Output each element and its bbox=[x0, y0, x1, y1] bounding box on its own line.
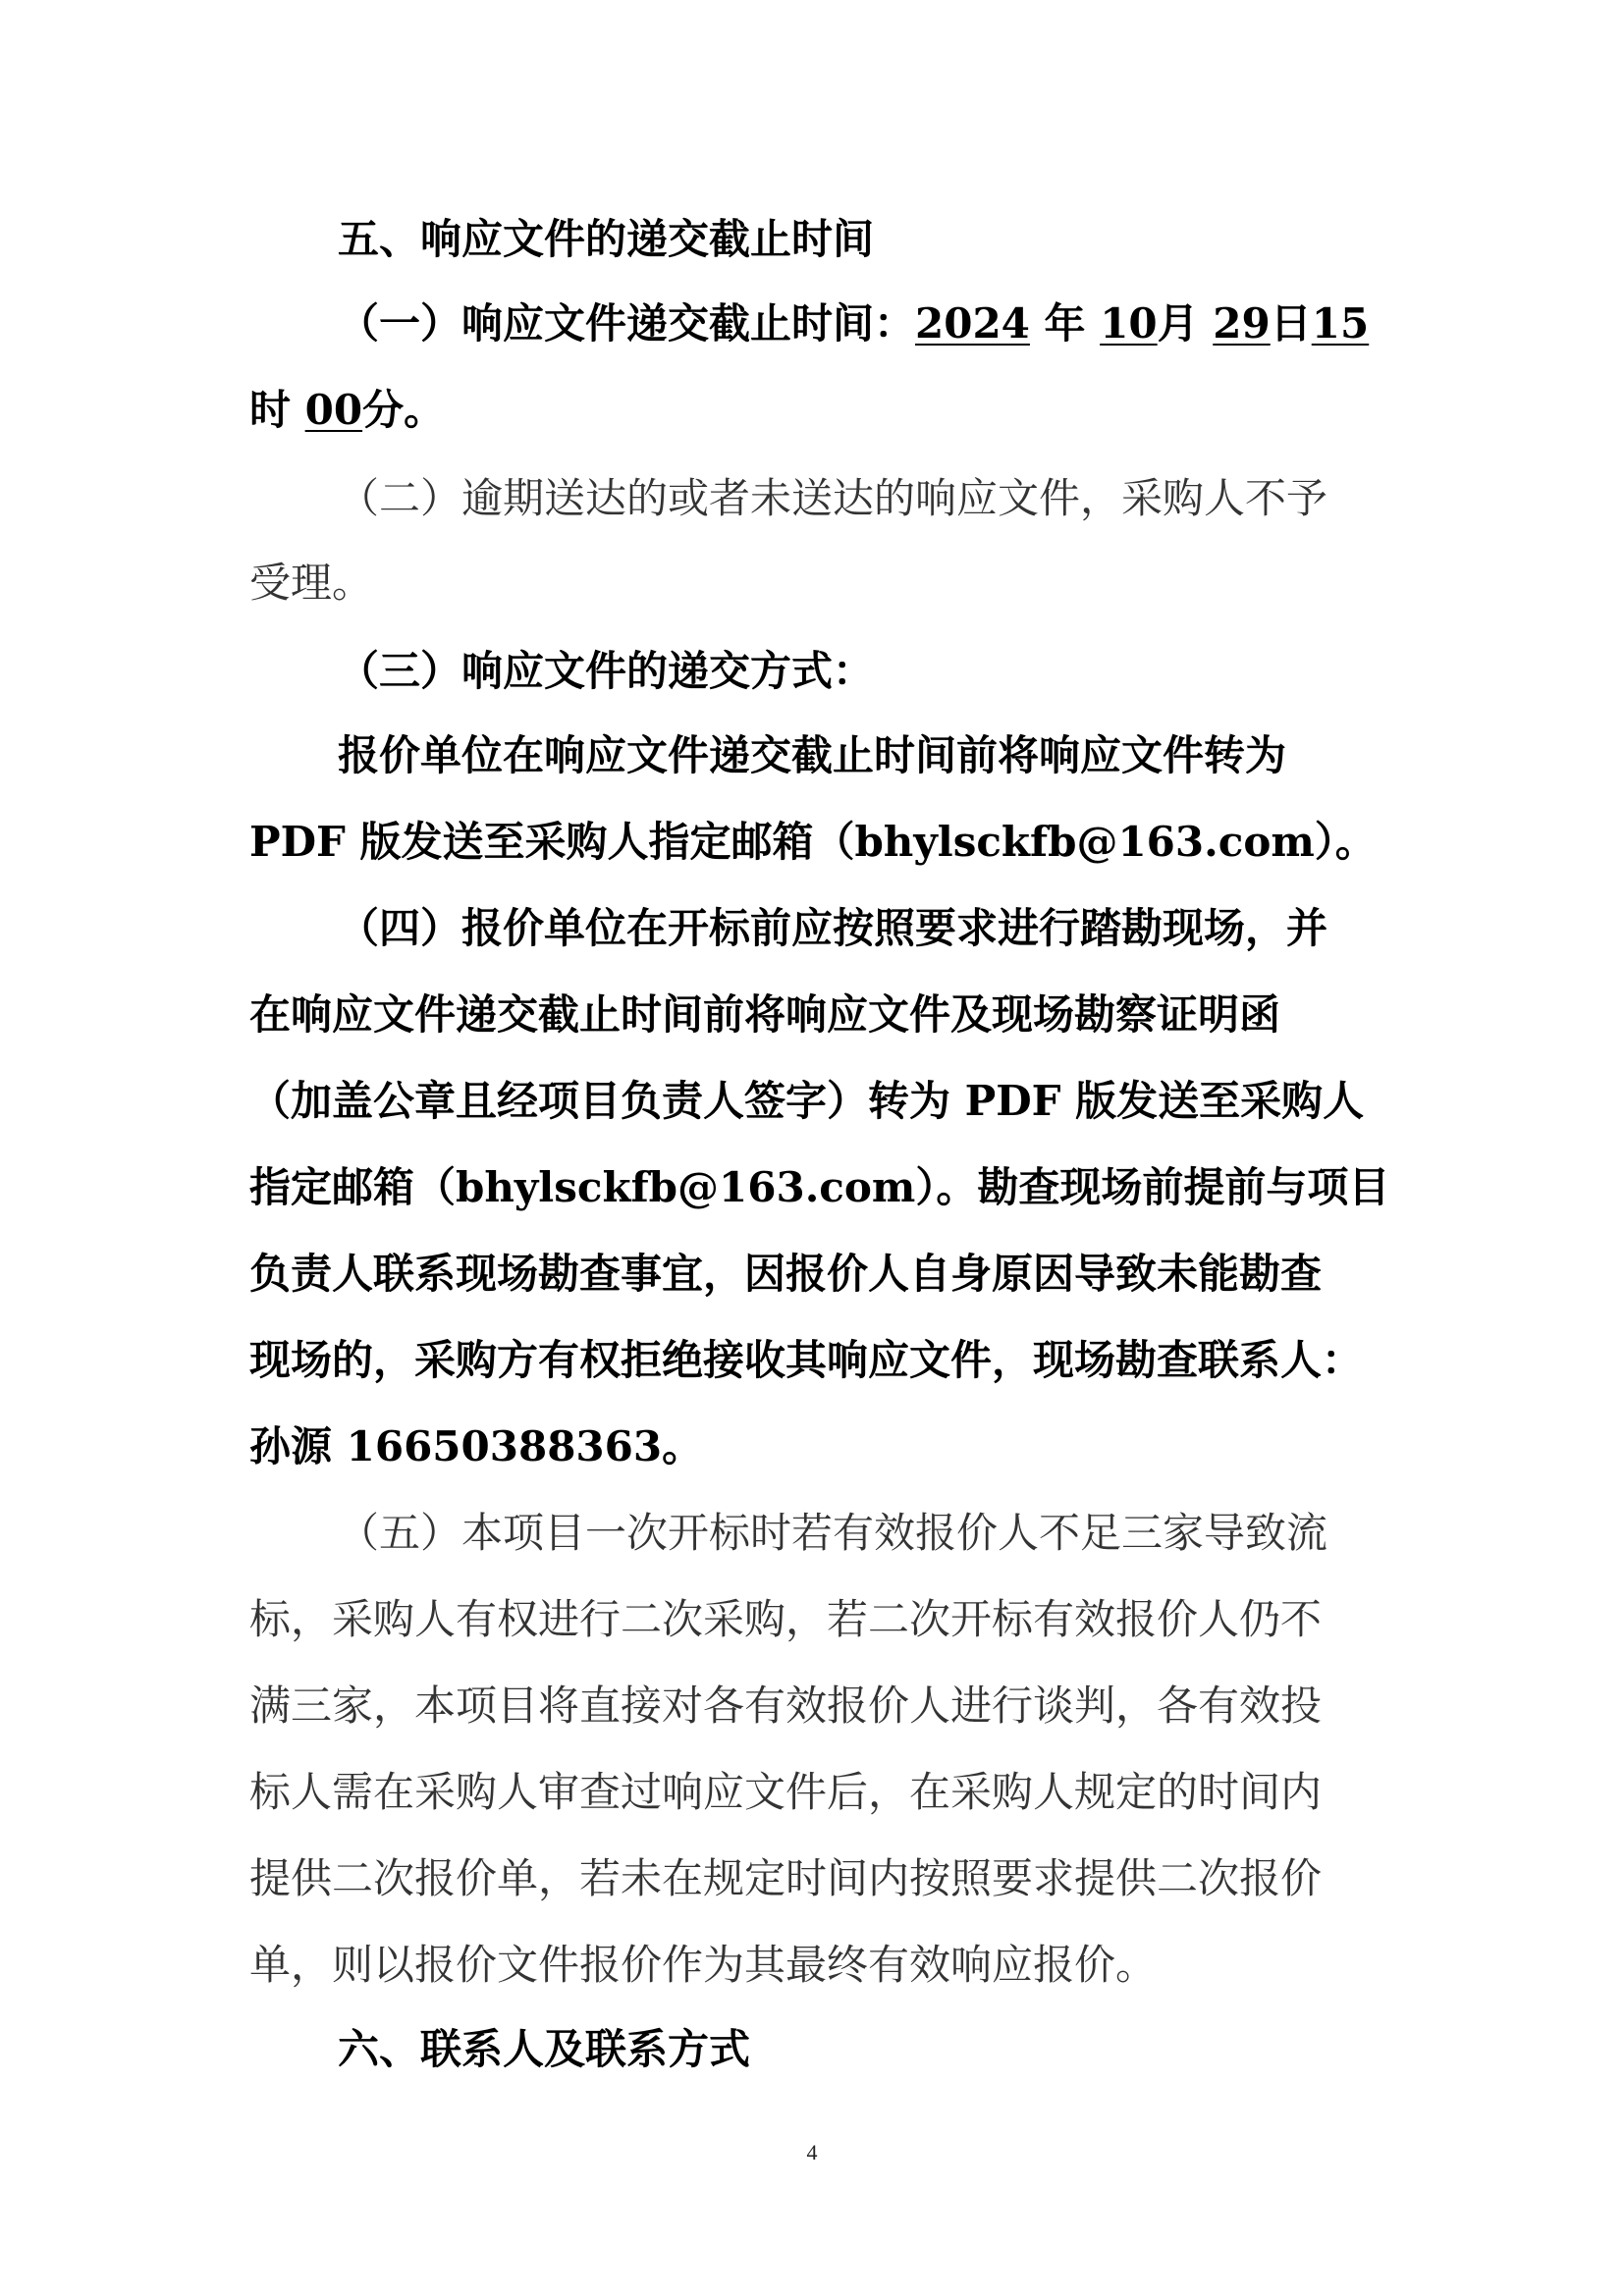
item-4-line-4: 指定邮箱（bhylsckfb@163.com）。勘查现场前提前与项目 bbox=[249, 1163, 1390, 1211]
deadline-day: 29 bbox=[1213, 299, 1271, 347]
item-4-line-7: 孙源 16650388363。 bbox=[249, 1422, 704, 1470]
item-4-line-6: 现场的，采购方有权拒绝接收其响应文件，现场勘查联系人： bbox=[249, 1336, 1364, 1384]
year-unit: 年 bbox=[1044, 299, 1086, 347]
day-unit: 日 bbox=[1270, 299, 1312, 347]
item-5-line-5: 提供二次报价单，若未在规定时间内按照要求提供二次报价 bbox=[249, 1854, 1323, 1902]
item-3-heading: （三）响应文件的递交方式： bbox=[338, 647, 875, 695]
item-3-line-1: 报价单位在响应文件递交截止时间前将响应文件转为 bbox=[338, 731, 1287, 779]
hour-unit: 时 bbox=[249, 386, 292, 434]
item-4-line-5: 负责人联系现场勘查事宜，因报价人自身原因导致未能勘查 bbox=[249, 1250, 1323, 1298]
minute-unit: 分。 bbox=[362, 386, 446, 434]
page-number: 4 bbox=[806, 2140, 818, 2164]
item-2-line-2: 受理。 bbox=[249, 559, 374, 607]
section-5-heading: 五、响应文件的递交截止时间 bbox=[338, 215, 875, 263]
deadline-hour: 15 bbox=[1311, 299, 1370, 347]
item-5-line-2: 标，采购人有权进行二次采购，若二次开标有效报价人仍不 bbox=[249, 1595, 1323, 1643]
item-4-line-3: （加盖公章且经项目负责人签字）转为 PDF 版发送至采购人 bbox=[249, 1077, 1365, 1125]
deadline-month: 10 bbox=[1100, 299, 1158, 347]
item-4-line-2: 在响应文件递交截止时间前将响应文件及现场勘察证明函 bbox=[249, 990, 1281, 1039]
item-3-line-2: PDF 版发送至采购人指定邮箱（bhylsckfb@163.com）。 bbox=[249, 818, 1377, 866]
month-unit: 月 bbox=[1157, 299, 1199, 347]
deadline-minute: 00 bbox=[304, 386, 363, 434]
deadline-year: 2024 bbox=[915, 299, 1030, 347]
item-1-prefix: （一）响应文件递交截止时间： bbox=[338, 299, 916, 347]
section-6-heading: 六、联系人及联系方式 bbox=[338, 2025, 751, 2073]
item-1-deadline-line bbox=[0, 294, 1624, 353]
item-5-line-6: 单，则以报价文件报价作为其最终有效响应报价。 bbox=[249, 1941, 1158, 1989]
item-5-line-1: （五）本项目一次开标时若有效报价人不足三家导致流 bbox=[338, 1509, 1328, 1557]
item-5-line-3: 满三家，本项目将直接对各有效报价人进行谈判，各有效投 bbox=[249, 1682, 1323, 1730]
item-2-line-1: （二）逾期送达的或者未送达的响应文件，采购人不予 bbox=[338, 474, 1328, 522]
item-1-deadline-line-2 bbox=[0, 381, 1624, 440]
item-4-line-1: （四）报价单位在开标前应按照要求进行踏勘现场，并 bbox=[338, 904, 1328, 952]
item-5-line-4: 标人需在采购人审查过响应文件后，在采购人规定的时间内 bbox=[249, 1768, 1323, 1816]
